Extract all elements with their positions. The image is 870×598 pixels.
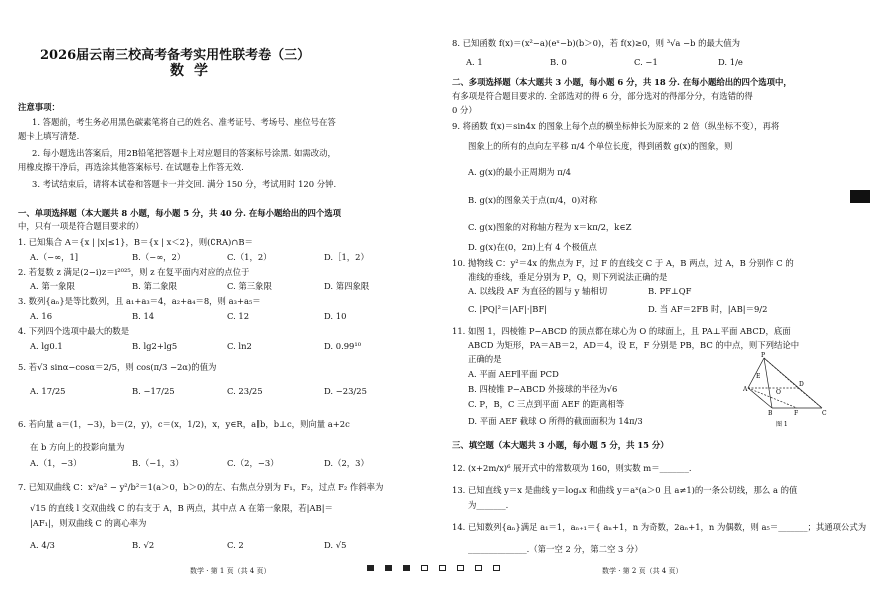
footer-mark bbox=[421, 565, 428, 571]
option: C. 第三象限 bbox=[227, 281, 272, 291]
question-11: 11. 如图 1，四棱锥 P−ABCD 的顶点都在球心为 O 的球面上，且 PA⊥平面 ABCD，底面 bbox=[452, 326, 791, 336]
option: A. 以线段 AF 为直径的圆与 y 轴相切 bbox=[468, 286, 608, 296]
option: A.（1，−3） bbox=[30, 458, 82, 468]
point-label: E bbox=[756, 373, 761, 380]
option: C. −1 bbox=[634, 57, 658, 67]
question-7-cont: |AF₁|，则双曲线 C 的离心率为 bbox=[30, 518, 147, 528]
option: A. g(x)的最小正周期为 π/4 bbox=[468, 167, 571, 177]
option: C. |PQ|²＝|AF|·|BF| bbox=[468, 304, 548, 314]
footer-mark bbox=[439, 565, 446, 571]
option: D. √5 bbox=[324, 540, 347, 550]
exam-subject: 数学 bbox=[170, 63, 218, 79]
question-10: 10. 抛物线 C：y²＝4x 的焦点为 F，过 F 的直线交 C 于 A，B 两点，过 A，B 分别作 C 的 bbox=[452, 258, 794, 268]
option: B.（−1，3） bbox=[132, 458, 184, 468]
option: A. 平面 AEF∥平面 PCD bbox=[468, 369, 559, 379]
option: D.［1，2） bbox=[324, 252, 369, 262]
option: D. −23/25 bbox=[324, 386, 367, 396]
pyramid-figure bbox=[736, 350, 832, 430]
question-3: 3. 数列{aₙ}是等比数列，且 a₁+a₃＝4，a₂+a₄＝8，则 a₃+a₅＝ bbox=[18, 296, 261, 306]
option: C. 2 bbox=[227, 540, 244, 550]
question-7: 7. 已知双曲线 C：x²/a² − y²/b²＝1(a＞0，b＞0)的左、右焦点分别为 F₁，F₂，过点 F₂ 作斜率为 bbox=[18, 482, 384, 492]
point-label: O bbox=[776, 389, 781, 396]
notice-line: 用橡皮擦干净后，再选涂其他答案标号. 在试题卷上作答无效. bbox=[18, 162, 244, 172]
point-label: B bbox=[768, 410, 773, 417]
option: B.（−∞，2） bbox=[132, 252, 186, 262]
point-label: F bbox=[794, 410, 799, 417]
page-footer: 数学 · 第 2 页（共 4 页） bbox=[602, 567, 683, 575]
notice-line: 题卡上填写清楚. bbox=[18, 131, 80, 141]
option: A. 16 bbox=[30, 311, 53, 321]
option: B. 14 bbox=[132, 311, 155, 321]
option: C. 12 bbox=[227, 311, 250, 321]
option: A. 1 bbox=[466, 57, 483, 67]
question-13: 13. 已知直线 y＝x 是曲线 y＝logₐx 和曲线 y＝aˣ(a＞0 且 a≠1)的一条公切线，那么 a 的值 bbox=[452, 485, 798, 495]
option: D. g(x)在(0，2π)上有 4 个极值点 bbox=[468, 242, 597, 252]
option: D. 平面 AEF 截球 O 所得的截面面积为 14π/3 bbox=[468, 416, 643, 426]
option: B. lg2+lg5 bbox=[132, 341, 178, 351]
question-14-cont: ______________.（第一空 2 分，第二空 3 分） bbox=[468, 544, 643, 554]
question-4: 4. 下列四个选项中最大的数是 bbox=[18, 326, 130, 336]
option: C.（2，−3） bbox=[227, 458, 279, 468]
notice-line: 3. 考试结束后，请将本试卷和答题卡一并交回. 满分 150 分，考试用时 120 分钟. bbox=[32, 179, 337, 189]
option: A. 第一象限 bbox=[30, 281, 75, 291]
option: B. PF⊥QF bbox=[648, 286, 692, 296]
option: D.（2，3） bbox=[324, 458, 369, 468]
question-1: 1. 已知集合 A＝{x | |x|≤1}，B＝{x | x＜2}，则(∁RA)∩B＝ bbox=[18, 237, 253, 247]
option: B. √2 bbox=[132, 540, 155, 550]
notice-line: 1. 答题前，考生务必用黑色碳素笔将自己的姓名、准考证号、考场号、座位号在答 bbox=[32, 117, 336, 127]
option: D. 0.99¹⁰ bbox=[324, 341, 362, 351]
question-11-cont: 正确的是 bbox=[468, 354, 502, 364]
footer-mark bbox=[457, 565, 464, 571]
point-label: D bbox=[799, 381, 804, 388]
option: B. g(x)的图象关于点(π/4，0)对称 bbox=[468, 195, 597, 205]
option: C. P，B，C 三点到平面 AEF 的距离相等 bbox=[468, 399, 625, 409]
footer-mark bbox=[475, 565, 482, 571]
option: A. lg0.1 bbox=[30, 341, 63, 351]
option: B. −17/25 bbox=[132, 386, 175, 396]
question-2: 2. 若复数 z 满足(2−i)z＝i²⁰²⁵，则 z 在复平面内对应的点位于 bbox=[18, 267, 250, 277]
question-9-cont: 图象上的所有的点向左平移 π/4 个单位长度，得到函数 g(x)的图象，则 bbox=[468, 141, 733, 151]
section-heading: 二、多项选择题（本大题共 3 小题，每小题 6 分，共 18 分. 在每小题给出的四个选项中， bbox=[452, 77, 792, 87]
footer-mark bbox=[493, 565, 500, 571]
point-label: A bbox=[743, 386, 748, 393]
option: D. 当 AF＝2FB 时，|AB|＝9/2 bbox=[648, 304, 768, 314]
footer-mark bbox=[367, 565, 374, 571]
question-7-cont: √15 的直线 l 交双曲线 C 的右支于 A，B 两点，其中点 A 在第一象限，若|AB|＝ bbox=[30, 503, 333, 513]
question-6-cont: 在 b 方向上的投影向量为 bbox=[30, 442, 125, 452]
question-11-cont: ABCD 为矩形，PA＝AB＝2，AD＝4，设 E，F 分别是 PB，BC 的中点，则下列结论中 bbox=[468, 340, 800, 350]
option: D. 第四象限 bbox=[324, 281, 370, 291]
section-heading: 0 分） bbox=[452, 105, 477, 115]
question-5: 5. 若√3 sinα−cosα＝2/5，则 cos(π/3 −2α)的值为 bbox=[18, 362, 217, 372]
question-9: 9. 将函数 f(x)＝sin4x 的图象上每个点的横坐标伸长为原来的 2 倍（纵坐标不变），再将 bbox=[452, 121, 780, 131]
option: A. 4/3 bbox=[30, 540, 55, 550]
option: B. 0 bbox=[550, 57, 567, 67]
question-13-cont: 为_______. bbox=[468, 500, 509, 510]
option: C. g(x)图象的对称轴方程为 x＝kπ/2，k∈Z bbox=[468, 222, 632, 232]
section-heading: 中，只有一项是符合题目要求的） bbox=[18, 221, 144, 231]
notice-line: 2. 每小题选出答案后，用2B铅笔把答题卡上对应题目的答案标号涂黑. 如需改动， bbox=[32, 148, 336, 158]
option: C.（1，2） bbox=[227, 252, 272, 262]
option: C. ln2 bbox=[227, 341, 252, 351]
question-8: 8. 已知函数 f(x)＝(x²−a)(eˣ−b)(b＞0)，若 f(x)≥0，则 ³√a −b 的最大值为 bbox=[452, 38, 740, 48]
question-10-cont: 准线的垂线，垂足分别为 P，Q，则下列说法正确的是 bbox=[468, 272, 668, 282]
option: D. 1/e bbox=[718, 57, 743, 67]
footer-mark bbox=[403, 565, 410, 571]
option: B. 四棱锥 P−ABCD 外接球的半径为√6 bbox=[468, 384, 618, 394]
section-heading: 三、填空题（本大题共 3 小题，每小题 5 分，共 15 分） bbox=[452, 440, 669, 450]
question-12: 12. (x+2m/x)⁶ 展开式中的常数项为 160，则实数 m＝_______. bbox=[452, 463, 692, 473]
option: D. 10 bbox=[324, 311, 347, 321]
option: C. 23/25 bbox=[227, 386, 263, 396]
question-6: 6. 若向量 a＝(1，−3)，b＝(2，y)，c＝(x，1/2)，x，y∈R，a∥b，b⊥c，则向量 a+2c bbox=[18, 419, 350, 429]
point-label: P bbox=[761, 352, 766, 359]
figure-caption: 图 1 bbox=[776, 421, 788, 428]
point-label: C bbox=[822, 410, 827, 417]
edge-marker bbox=[850, 190, 870, 203]
footer-mark bbox=[385, 565, 392, 571]
section-heading: 一、单项选择题（本大题共 8 小题，每小题 5 分，共 40 分. 在每小题给出的四个选项 bbox=[18, 208, 342, 218]
page-footer: 数学 · 第 1 页（共 4 页） bbox=[190, 567, 271, 575]
section-heading: 有多项是符合题目要求的. 全部选对的得 6 分，部分选对的得部分分，有选错的得 bbox=[452, 91, 753, 101]
option: B. 第二象限 bbox=[132, 281, 177, 291]
notice-heading: 注意事项： bbox=[18, 102, 60, 112]
question-14: 14. 已知数列{aₙ}满足 a₁＝1，aₙ₊₁＝{ aₙ+1，n 为奇数，2aₙ+1，n 为偶数，则 a₅＝_______；其通项公式为 bbox=[452, 522, 867, 532]
option: A.（−∞，1] bbox=[30, 252, 79, 262]
option: A. 17/25 bbox=[30, 386, 66, 396]
exam-title: 2026届云南三校高考备考实用性联考卷（三） bbox=[40, 48, 311, 63]
